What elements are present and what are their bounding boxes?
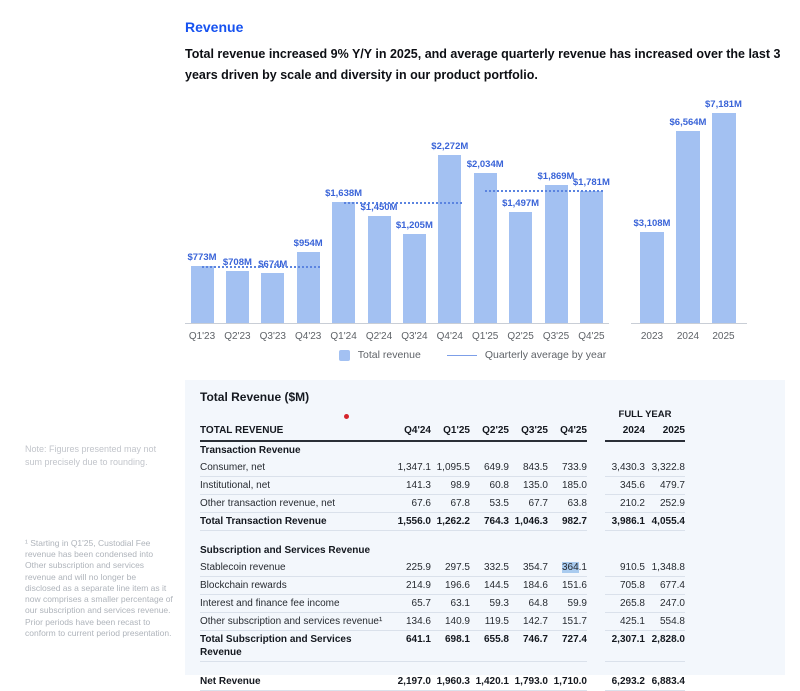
x-axis-yearly — [631, 323, 747, 324]
header-year: 2024 — [622, 425, 645, 436]
revenue-bar — [261, 273, 284, 323]
column-gap — [587, 577, 605, 595]
row-label: Other transaction revenue, net — [200, 498, 336, 509]
total-revenue-legend-swatch — [339, 350, 350, 361]
x-tick-label: Q4'23 — [295, 331, 322, 342]
bar-value-label: $954M — [293, 238, 323, 250]
cell-value: 2,197.0 — [397, 676, 431, 687]
x-tick-label: Q2'25 — [507, 331, 534, 342]
total-revenue-table — [200, 409, 685, 691]
bar-value-label: $1,638M — [325, 187, 363, 199]
bar-value-label: $7,181M — [705, 98, 742, 110]
cell-value: 252.9 — [659, 498, 685, 509]
column-gap — [587, 459, 605, 477]
x-tick-label: Q2'24 — [365, 331, 393, 342]
row-label: Blockchain rewards — [200, 580, 287, 591]
row-label: Subscription and Services Revenue — [200, 545, 371, 556]
column-gap — [587, 477, 605, 495]
table-row — [200, 442, 685, 459]
rounding-note: Note: Figures presented may not sum precisely due to rounding. — [25, 444, 157, 468]
cell-value: 151.7 — [561, 616, 587, 627]
revenue-bar — [676, 131, 700, 323]
column-gap — [587, 631, 605, 662]
cell-value: 59.3 — [489, 598, 509, 609]
cell-value: 705.8 — [619, 580, 645, 591]
cell-value: 1,960.3 — [436, 676, 470, 687]
cell-value: 354.7 — [522, 562, 548, 573]
row-main — [200, 477, 587, 495]
cell-value: 345.6 — [619, 480, 645, 491]
cell-value: 1,095.5 — [436, 462, 470, 473]
bar-value-label: $1,205M — [395, 219, 433, 231]
row-label: Net Revenue — [200, 676, 261, 687]
table-row — [200, 559, 685, 577]
bar-value-label: $1,497M — [502, 198, 540, 210]
cell-value: 727.4 — [561, 634, 587, 645]
cell-value: 1,046.3 — [514, 516, 548, 527]
cell-value: 843.5 — [522, 462, 548, 473]
x-axis-quarterly — [185, 323, 609, 324]
column-gap — [587, 513, 605, 531]
revenue-bar — [332, 202, 355, 323]
quarterly-average-line — [202, 266, 320, 268]
x-tick-label: 2024 — [676, 331, 700, 342]
chart-legend — [185, 349, 760, 361]
x-tick-label: Q3'23 — [259, 331, 286, 342]
x-tick-label: Q4'24 — [436, 331, 463, 342]
cell-value: 4,055.4 — [651, 516, 685, 527]
revenue-bar — [509, 212, 532, 323]
cell-value: 144.5 — [483, 580, 509, 591]
cell-value: 1,262.2 — [436, 516, 470, 527]
cell-value: 210.2 — [619, 498, 645, 509]
cell-value: 98.9 — [450, 480, 470, 491]
quarterly-average-line — [485, 190, 603, 192]
cell-value: 67.8 — [450, 498, 470, 509]
cell-value: 1,710.0 — [553, 676, 587, 687]
quarterly-average-legend-line-icon — [447, 355, 477, 356]
table-row — [200, 673, 685, 691]
row-years — [605, 631, 685, 662]
x-tick-label: Q1'25 — [472, 331, 499, 342]
column-gap — [587, 495, 605, 513]
bar-value-label: $2,272M — [431, 141, 469, 153]
bar-value-label: $708M — [222, 256, 252, 268]
row-years — [605, 477, 685, 495]
row-main — [200, 442, 587, 459]
revenue-bar — [545, 185, 568, 323]
table-row — [200, 477, 685, 495]
cell-value: 53.5 — [489, 498, 509, 509]
row-label: Total Transaction Revenue — [200, 516, 327, 527]
bar-value-label: $6,564M — [669, 117, 707, 128]
row-years — [605, 577, 685, 595]
cell-value: 6,293.2 — [611, 676, 645, 687]
red-dot-marker — [344, 414, 349, 419]
table-row — [200, 577, 685, 595]
row-years — [605, 559, 685, 577]
bar-value-label: $1,450M — [360, 201, 398, 213]
cell-value: 677.4 — [659, 580, 685, 591]
cell-value: 910.5 — [619, 562, 645, 573]
bar-value-label: $773M — [187, 251, 217, 263]
x-tick-label: Q2'23 — [224, 331, 251, 342]
row-main — [200, 673, 587, 691]
column-gap — [587, 422, 605, 442]
cell-value: 698.1 — [444, 634, 470, 645]
table-row — [200, 495, 685, 513]
column-gap — [587, 542, 605, 559]
selected-text: 364 — [561, 562, 579, 573]
cell-value: 641.1 — [405, 634, 431, 645]
cell-value: 297.5 — [444, 562, 470, 573]
cell-value: 135.0 — [522, 480, 548, 491]
bar-value-label: $1,781M — [572, 177, 610, 189]
cell-value: 2,307.1 — [611, 634, 645, 645]
cell-value: 3,430.3 — [611, 462, 645, 473]
cell-value: 764.3 — [483, 516, 509, 527]
cell-value: 184.6 — [522, 580, 548, 591]
table-row — [200, 513, 685, 531]
header-quarter: Q4'25 — [560, 425, 587, 436]
cell-value: 554.8 — [659, 616, 685, 627]
cell-value: 1,793.0 — [514, 676, 548, 687]
revenue-bar — [474, 173, 497, 323]
table-header-row — [200, 422, 685, 442]
cell-value: 196.6 — [444, 580, 470, 591]
cell-value: 655.8 — [483, 634, 509, 645]
row-years — [605, 613, 685, 631]
cell-value: 67.6 — [411, 498, 431, 509]
row-years — [605, 459, 685, 477]
cell-value: 3,322.8 — [651, 462, 685, 473]
revenue-bar — [191, 266, 214, 323]
header-quarter: Q3'25 — [521, 425, 548, 436]
row-years — [605, 673, 685, 691]
row-label: Stablecoin revenue — [200, 562, 286, 573]
bar-value-label: $674M — [258, 259, 288, 271]
row-main — [200, 613, 587, 631]
revenue-bar — [640, 232, 664, 323]
column-gap — [587, 673, 605, 691]
row-years — [605, 542, 685, 559]
table-row — [200, 595, 685, 613]
cell-value: 63.8 — [567, 498, 587, 509]
cell-value: 141.3 — [405, 480, 431, 491]
x-tick-label: Q1'23 — [188, 331, 216, 342]
table-row — [200, 613, 685, 631]
cell-value: 60.8 — [489, 480, 509, 491]
table-row — [200, 459, 685, 477]
quarterly-average-legend-label: Quarterly average by year — [484, 349, 607, 361]
row-main — [200, 513, 587, 531]
custodial-fee-footnote: ¹ Starting in Q1'25, Custodial Fee revenue has been condensed into Other subscription and services revenue and will no longer be disclosed as a separate line item as it now comprises a smaller percentage of our subscription and services revenue. Prior periods have been recast to conform to current period presentation. — [25, 538, 173, 638]
cell-value: 151.6 — [561, 580, 587, 591]
cell-value: 3,986.1 — [611, 516, 645, 527]
column-gap — [587, 595, 605, 613]
row-main — [200, 631, 587, 662]
x-tick-label: Q4'25 — [578, 331, 605, 342]
cell-value: 134.6 — [405, 616, 431, 627]
cell-value: 247.0 — [659, 598, 685, 609]
total-revenue-legend-label: Total revenue — [357, 349, 421, 361]
cell-value: 2,828.0 — [651, 634, 685, 645]
table-spacer-row — [200, 662, 685, 673]
cell-value: 64.8 — [528, 598, 548, 609]
table-title: Total Revenue ($M) — [200, 390, 310, 404]
x-tick-label: Q1'24 — [330, 331, 357, 342]
x-tick-label: Q3'25 — [542, 331, 570, 342]
table-body — [200, 442, 685, 691]
cell-value: 1,347.1 — [397, 462, 431, 473]
row-label: Interest and finance fee income — [200, 598, 340, 609]
revenue-bar — [297, 252, 320, 323]
revenue-bar-chart — [185, 95, 760, 355]
row-label: Other subscription and services revenue¹ — [200, 616, 383, 627]
cell-value: 6,883.4 — [651, 676, 685, 687]
cell-value: 733.9 — [561, 462, 587, 473]
x-tick-label: 2025 — [712, 331, 735, 342]
bar-value-label: $2,034M — [466, 158, 504, 170]
revenue-bar — [438, 155, 461, 323]
header-years — [605, 422, 685, 442]
row-label: Transaction Revenue — [200, 445, 301, 456]
cell-value: 479.7 — [659, 480, 685, 491]
table-row — [200, 542, 685, 559]
cell-value: 65.7 — [411, 598, 431, 609]
row-label: Consumer, net — [200, 462, 266, 473]
cell-value: 67.7 — [528, 498, 548, 509]
section-title: Revenue — [185, 19, 244, 35]
header-label: TOTAL REVENUE — [200, 425, 284, 436]
row-main — [200, 542, 587, 559]
header-quarter: Q2'25 — [482, 425, 509, 436]
revenue-bar — [403, 234, 426, 323]
cell-value: 1,420.1 — [475, 676, 509, 687]
revenue-bar — [712, 113, 736, 323]
row-main — [200, 577, 587, 595]
table-spacer-row — [200, 531, 685, 542]
cell-value: 746.7 — [522, 634, 548, 645]
column-gap — [587, 559, 605, 577]
cell-value: 265.8 — [619, 598, 645, 609]
table-head — [200, 422, 685, 442]
bar-value-label: $1,869M — [537, 170, 575, 182]
row-label: Institutional, net — [200, 480, 271, 491]
x-tick-label: Q3'24 — [401, 331, 428, 342]
table-row — [200, 631, 685, 662]
cell-value: 982.7 — [561, 516, 587, 527]
full-year-header-row — [200, 409, 685, 422]
cell-value: 649.9 — [483, 462, 509, 473]
row-years — [605, 595, 685, 613]
row-main — [200, 459, 587, 477]
column-gap — [587, 613, 605, 631]
row-years — [605, 495, 685, 513]
cell-value: 142.7 — [522, 616, 548, 627]
cell-value: 364.1 — [561, 562, 587, 573]
revenue-bar — [226, 271, 249, 323]
row-main — [200, 595, 587, 613]
cell-value: 425.1 — [619, 616, 645, 627]
total-revenue-table-panel — [185, 380, 785, 687]
row-main — [200, 495, 587, 513]
full-year-header: FULL YEAR — [618, 409, 672, 420]
cell-value: 63.1 — [450, 598, 470, 609]
cell-value: 214.9 — [405, 580, 431, 591]
headline-text: Total revenue increased 9% Y/Y in 2025, and average quarterly revenue has increased over the last 3 years driven by scale and diversity in our product portfolio. — [185, 47, 781, 82]
row-years — [605, 513, 685, 531]
header-quarter: Q1'25 — [443, 425, 470, 436]
header-quarter: Q4'24 — [404, 425, 431, 436]
cell-value: 140.9 — [444, 616, 470, 627]
cell-value: 332.5 — [483, 562, 509, 573]
column-gap — [587, 442, 605, 459]
row-main — [200, 559, 587, 577]
revenue-bar — [580, 191, 603, 323]
cell-value: 1,348.8 — [651, 562, 685, 573]
cell-value: 119.5 — [484, 616, 509, 627]
header-year: 2025 — [662, 425, 685, 436]
cell-value: 185.0 — [561, 480, 587, 491]
revenue-bar — [368, 216, 391, 323]
cell-value: 1,556.0 — [397, 516, 431, 527]
header-main — [200, 422, 587, 442]
x-tick-label: 2023 — [640, 331, 664, 342]
row-years — [605, 442, 685, 459]
quarterly-average-line — [344, 202, 462, 204]
cell-value: 59.9 — [567, 598, 587, 609]
bar-value-label: $3,108M — [633, 218, 671, 230]
cell-value: 225.9 — [405, 562, 431, 573]
row-label: Total Subscription and Services Revenue — [200, 634, 352, 658]
